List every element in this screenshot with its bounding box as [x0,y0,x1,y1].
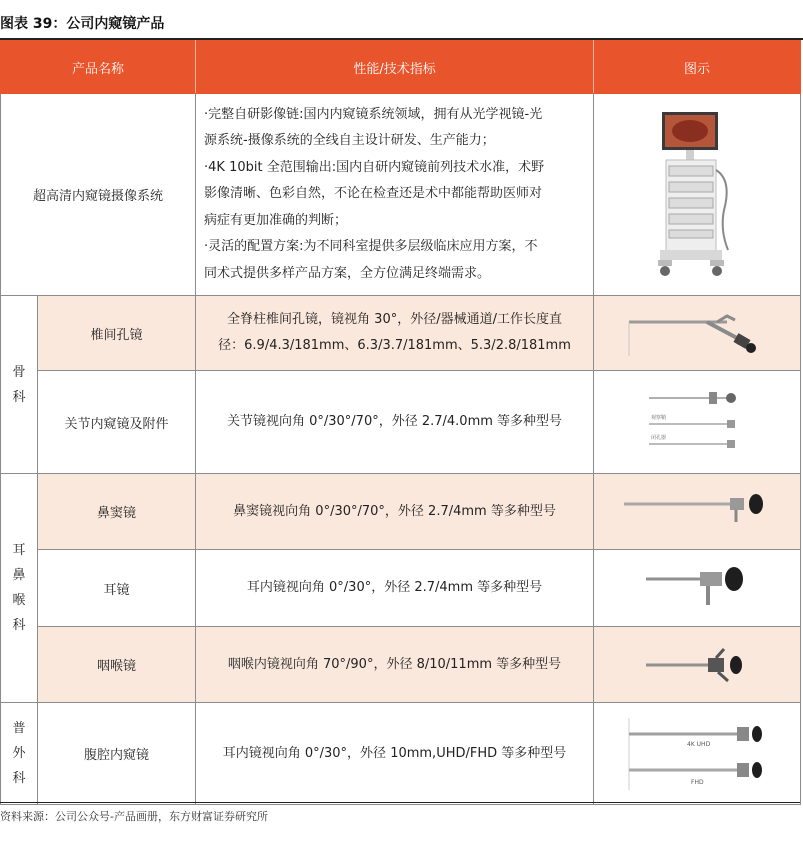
product-name-laryngoscope: 咽喉镜 [38,627,196,703]
spec-line: 同术式提供多样产品方案，全方位满足终端需求。 [204,265,491,281]
header-product-name: 产品名称 [1,41,196,94]
spec-laryngoscope [196,627,594,703]
category-char: 骨 [12,364,26,380]
product-name-laparoscope: 腹腔内窥镜 [38,703,196,805]
spec-line: 径：6.9/4.3/181mm、6.3/3.7/181mm、5.3/2.8/181mm [218,338,571,353]
image-label: FHD [691,778,704,786]
table-row [1,94,801,296]
product-name-foraminoscope: 椎间孔镜 [38,296,196,371]
spec-imaging [196,94,594,296]
category-general-surgery [1,703,38,805]
spec-line: 全脊柱椎间孔镜，镜视角 30°，外径/器械通道/工作长度直 [227,312,562,327]
spec-line: 鼻窦镜视向角 0°/30°/70°，外径 2.7/4mm 等多种型号 [233,503,556,519]
spec-foraminoscope [196,296,594,371]
spec-line: ·完整自研影像链:国内内窥镜系统领域，拥有从光学视镜-光 [204,106,543,122]
image-arthroscope [594,371,801,474]
category-char: 鼻 [12,568,26,583]
image-imaging-cart [594,94,801,296]
image-otoscope [594,550,801,627]
header-spec: 性能/技术指标 [196,41,594,94]
source-note: 资料来源：公司公众号-产品画册，东方财富证券研究所 [0,810,268,823]
table-row [1,296,801,371]
image-label: 闭孔器 [651,435,667,441]
arthroscope-image [647,382,747,462]
spec-line: 耳内镜视向角 0°/30°，外径 10mm,UHD/FHD 等多种型号 [222,745,567,761]
table-row [1,474,801,550]
category-char: 科 [12,771,26,786]
spec-line: 关节镜视向角 0°/30°/70°，外径 2.7/4.0mm 等多种型号 [226,414,563,429]
product-table [0,40,801,805]
foraminoscope-image [627,308,767,358]
laparoscope-image [627,714,767,794]
category-char: 喉 [12,593,26,608]
table-row [1,627,801,703]
image-label: 观察鞘 [651,415,667,421]
figure-title: 图表 39：公司内窥镜产品 [0,16,165,32]
spec-line: 咽喉内镜视向角 70°/90°，外径 8/10/11mm 等多种型号 [227,656,562,672]
image-sinuscope [594,474,801,550]
product-name-arthroscope: 关节内窥镜及附件 [38,371,196,474]
image-label: 4K UHD [687,740,711,748]
laryngoscope-image [642,645,752,685]
header-image: 图示 [594,41,801,94]
spec-otoscope [196,550,594,627]
image-laryngoscope [594,627,801,703]
spec-line: 耳内镜视向角 0°/30°，外径 2.7/4mm 等多种型号 [246,580,543,595]
product-name-otoscope: 耳镜 [38,550,196,627]
spec-sinuscope [196,474,594,550]
category-char: 科 [12,618,26,633]
category-ent [1,474,38,703]
spec-line: ·灵活的配置方案:为不同科室提供多层级临床应用方案，不 [204,239,538,255]
category-char: 外 [12,746,26,761]
product-name-imaging: 超高清内窥镜摄像系统 [1,94,196,296]
otoscope-image [642,563,752,613]
table-row [1,703,801,805]
category-char: 科 [12,389,26,405]
table-header-row [1,41,801,94]
spec-line: 影像清晰、色彩自然，不论在检查还是术中都能帮助医师对 [204,186,543,202]
bottom-rule [0,802,800,803]
spec-laparoscope [196,703,594,805]
image-foraminoscope [594,296,801,371]
spec-arthroscope [196,371,594,474]
spec-line: ·4K 10bit 全范围输出:国内自研内窥镜前列技术水准，术野 [204,159,545,175]
spec-line: 源系统-摄像系统的全线自主设计研发、生产能力； [204,133,495,149]
endoscope-cart-image [652,110,742,280]
spec-line: 病症有更加准确的判断； [204,212,348,228]
category-ortho [1,296,38,474]
product-name-sinuscope: 鼻窦镜 [38,474,196,550]
table-row [1,550,801,627]
category-char: 普 [12,721,26,736]
sinuscope-image [622,492,772,532]
category-char: 耳 [12,543,26,558]
table-row [1,371,801,474]
image-laparoscope [594,703,801,805]
